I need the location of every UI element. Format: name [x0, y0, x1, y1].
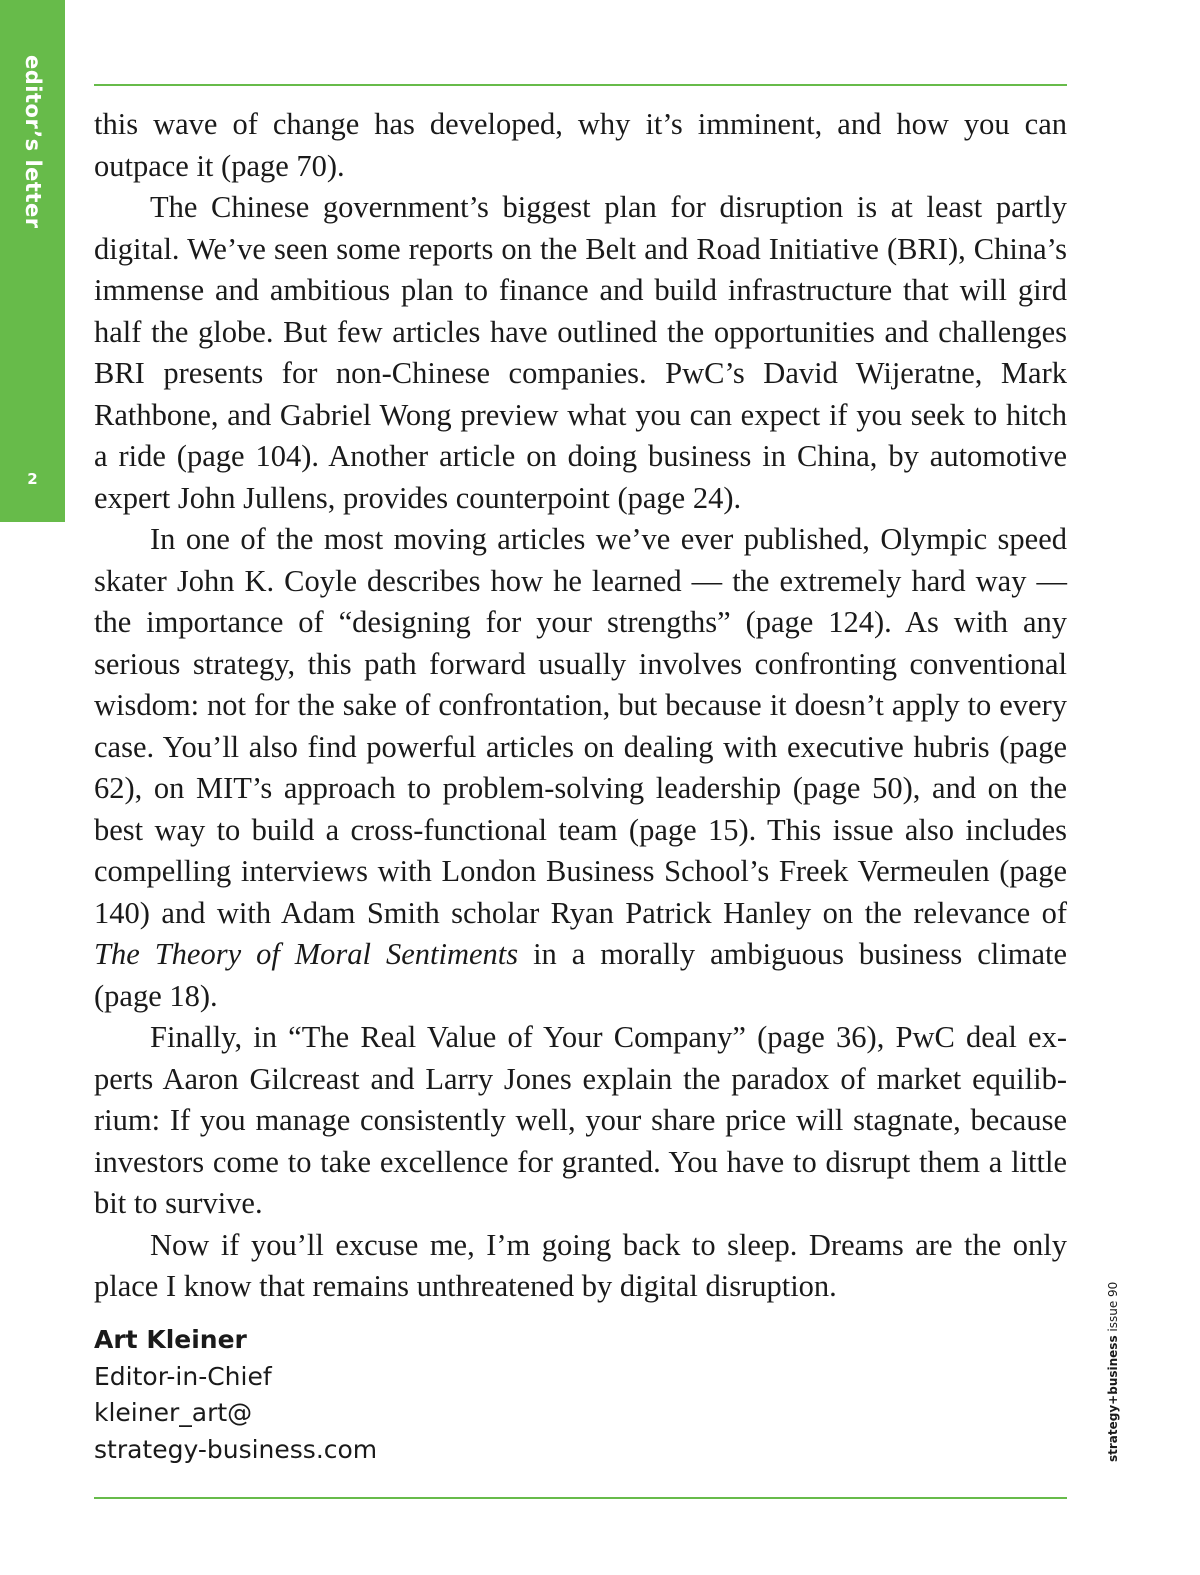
article-paragraph: Now if you’ll excuse me, I’m going back to sleep. Dreams are the only place I know that remains unthreatened by digital disruption. — [94, 1227, 1067, 1303]
top-divider — [94, 84, 1067, 86]
publication-footer — [1106, 1282, 1120, 1462]
article-paragraph — [94, 519, 1067, 1017]
publication-brand: strategy+business — [1106, 1335, 1120, 1462]
author-email-line-2: strategy-business.com — [94, 1434, 378, 1464]
author-name: Art Kleiner — [94, 1325, 247, 1354]
bottom-divider — [94, 1497, 1067, 1499]
issue-number: issue 90 — [1106, 1281, 1120, 1336]
book-title: The Theory of Moral Sentiments — [94, 937, 519, 971]
page-number: 2 — [27, 470, 38, 488]
article-paragraph: The Chinese government’s biggest plan for disruption is at least partly digital. We’ve seen some reports on the Belt and Road Initiative (BRI), China’s immense and ambitious plan to finance and build infrastructure that will gird half the globe. But few articles have outlined the opportunities and challenges BRI presents for non-Chinese companies. PwC’s David Wijeratne, Mark Rathbone, and Gabriel Wong preview what you can expect if you seek to hitch a ride (page 104). Another article on doing business in China, by automotive expert John Jullens, provides counterpoint (page 24). — [94, 190, 1067, 515]
section-tab — [0, 0, 65, 522]
author-email-line-1: kleiner_art@ — [94, 1398, 253, 1427]
section-label: editor’s letter — [21, 55, 45, 229]
signature-block — [94, 1322, 377, 1468]
article-paragraph: Finally, in “The Real Value of Your Company” (page 36), PwC deal experts Aaron Gilcreast and Larry Jones explain the paradox of market equilibrium: If you manage consistently well, your share price will stagnate, because investors come to take excellence for granted. You have to disrupt them a little bit to survive. — [94, 1020, 1067, 1220]
paragraph-text: in a morally ambiguous business climate (page 18). — [94, 937, 1067, 1013]
paragraph-text: In one of the most moving articles we’ve ever published, Olympic speed skater John K. Coyle describes how he learned — the extremely hard way — the importance of “designing for your strengths” (page 124). As with any serious strategy, this path forward usually involves confronting conventional wisdom: not for the sake of confrontation, but because it doesn’t apply to every case. You’ll also find powerful articles on dealing with executive hubris (page 62), on MIT’s approach to problem-solving leadership (page 50), and on the best way to build a cross-functional team (page 15). This issue also includes compelling interviews with London Business School’s Freek Vermeulen (page 140) and with Adam Smith scholar Ryan Patrick Hanley on the relevance of — [94, 522, 1067, 930]
article-paragraph: this wave of change has developed, why it’s imminent, and how you can outpace it (page 70). — [94, 107, 1067, 183]
article-body — [94, 104, 1067, 1308]
author-title: Editor-in-Chief — [94, 1361, 272, 1391]
